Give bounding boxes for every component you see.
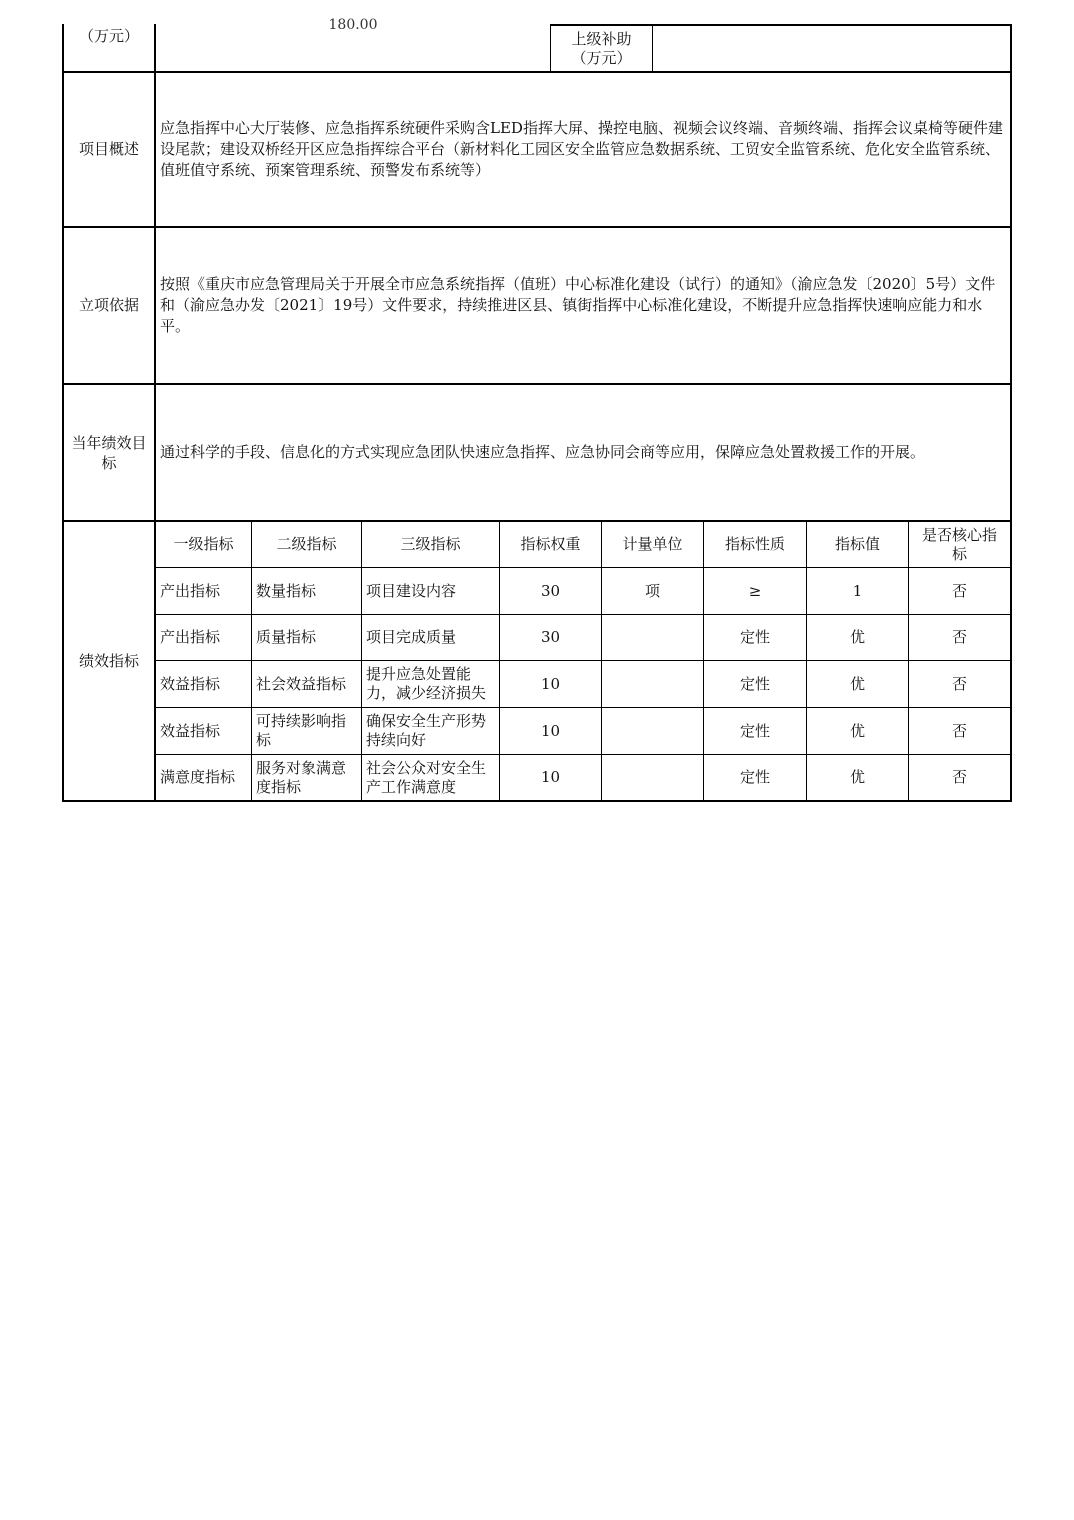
amount-value: 180.00 <box>328 16 378 33</box>
header-value: 指标值 <box>834 535 880 553</box>
header-nature: 指标性质 <box>724 535 785 553</box>
row-weight: 30 <box>540 581 561 600</box>
row-core: 否 <box>951 581 967 600</box>
row-weight: 10 <box>540 674 561 693</box>
row-weight: 10 <box>540 768 561 786</box>
overview-label: 项目概述 <box>78 140 139 158</box>
overview-text: 应急指挥中心大厅装修、应急指挥系统硬件采购含LED指挥大屏、操控电脑、视频会议终端、音频终端、指挥会议桌椅等硬件建设尾款；建设双桥经开区应急指挥综合平台（新材料化工园区安全监管应急数据系统、工贸安全监管系统、危化安全监管系统、值班值守系统、预案管理系统、预警发布系统等） <box>160 119 1003 179</box>
row-level1: 满意度指标 <box>160 768 236 786</box>
row-unit <box>602 615 703 660</box>
row-unit: 项 <box>644 581 660 600</box>
row-value: 优 <box>849 628 865 646</box>
row-level3: 提升应急处置能力，减少经济损失 <box>366 665 487 702</box>
basis-text: 按照《重庆市应急管理局关于开展全市应急系统指挥（值班）中心标准化建设（试行）的通知》（渝应急发〔2020〕5号）文件和（渝应急办发〔2021〕19号）文件要求，持续推进区县、镇街指挥中心标准化建设，不断提升应急指挥快速响应能力和水平。 <box>160 275 996 335</box>
row-unit <box>602 661 703 707</box>
row-level3: 确保安全生产形势持续向好 <box>366 712 487 749</box>
row-nature: 定性 <box>739 768 770 786</box>
row-nature: 定性 <box>739 674 770 693</box>
goal-label: 当年绩效目 标 <box>71 433 147 472</box>
header-level2: 二级指标 <box>276 535 337 553</box>
row-level1: 效益指标 <box>160 721 221 740</box>
row-nature: 定性 <box>739 628 770 646</box>
row-value: 1 <box>852 581 863 600</box>
row-core: 否 <box>951 721 967 740</box>
amount-unit-label: （万元） <box>78 26 139 45</box>
row-level3: 社会公众对安全生产工作满意度 <box>366 758 487 796</box>
row-level1: 产出指标 <box>160 628 221 646</box>
row-core: 否 <box>951 628 967 646</box>
row-unit <box>602 755 703 800</box>
row-level2: 质量指标 <box>256 628 317 646</box>
header-level1: 一级指标 <box>173 535 234 553</box>
row-level3: 项目完成质量 <box>366 628 457 646</box>
row-level2: 可持续影响指标 <box>256 712 347 749</box>
row-level1: 效益指标 <box>160 674 221 693</box>
row-unit <box>602 708 703 754</box>
row-nature: ≥ <box>748 581 762 600</box>
row-core: 否 <box>951 674 967 693</box>
subsidy-label: 上级补助 （万元） <box>571 29 632 67</box>
row-value: 优 <box>849 721 865 740</box>
subsidy-value <box>653 26 1010 71</box>
row-nature: 定性 <box>739 721 770 740</box>
header-core: 是否核心指标 <box>921 525 997 563</box>
row-weight: 30 <box>540 628 561 646</box>
header-weight: 指标权重 <box>520 535 581 553</box>
indicators-label: 绩效指标 <box>78 651 139 670</box>
row-level2: 数量指标 <box>256 581 317 600</box>
row-level2: 社会效益指标 <box>256 674 347 693</box>
goal-text: 通过科学的手段、信息化的方式实现应急团队快速应急指挥、应急协同会商等应用，保障应急处置救援工作的开展。 <box>160 443 926 461</box>
row-level3: 项目建设内容 <box>366 581 457 600</box>
basis-label: 立项依据 <box>78 296 139 314</box>
row-value: 优 <box>849 768 865 786</box>
row-level2: 服务对象满意度指标 <box>256 758 347 796</box>
row-level1: 产出指标 <box>160 581 221 600</box>
header-unit: 计量单位 <box>622 535 683 553</box>
row-weight: 10 <box>540 721 561 740</box>
row-core: 否 <box>951 768 967 786</box>
header-level3: 三级指标 <box>400 535 461 553</box>
row-value: 优 <box>849 674 865 693</box>
